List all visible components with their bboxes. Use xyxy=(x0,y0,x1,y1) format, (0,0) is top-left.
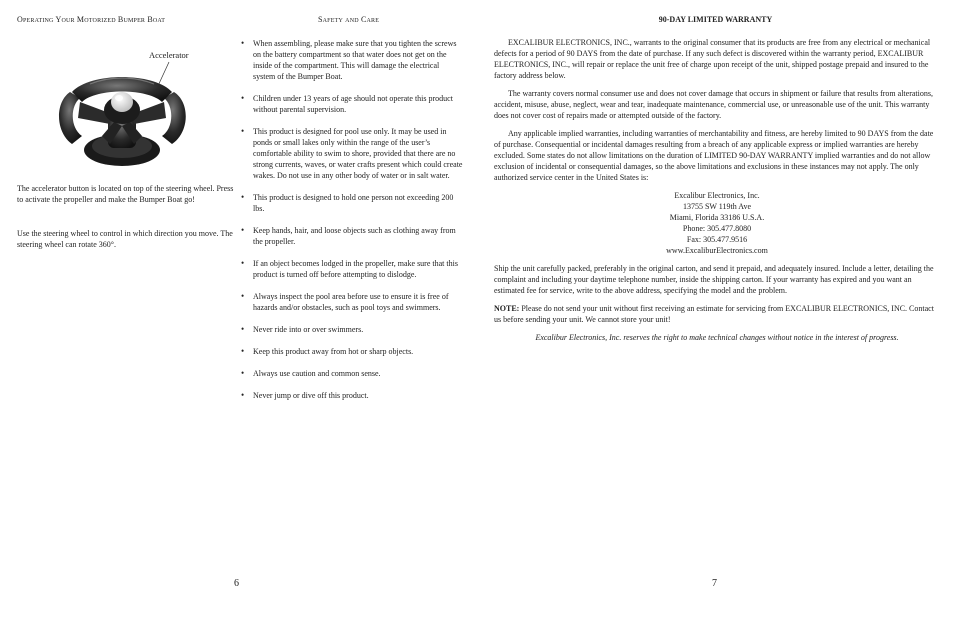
safety-item: • Keep hands, hair, and loose objects such as clothing away from the propeller. xyxy=(241,225,463,247)
safety-item: • Keep this product away from hot or sharp objects. xyxy=(241,346,463,357)
safety-item: • Never jump or dive off this product. xyxy=(241,390,463,401)
steering-description: Use the steering wheel to control in which direction you move. The steering wheel can rotate 360°. xyxy=(17,229,233,249)
page-number: 6 xyxy=(234,578,239,589)
disclaimer: Excalibur Electronics, Inc. reserves the right to make technical changes without notice in the interest of progress. xyxy=(535,333,899,342)
accelerator-description: The accelerator button is located on top of the steering wheel. Press to activate the propeller and make the Bumper Boat go! xyxy=(17,184,234,204)
address-phone: Phone: 305.477.8080 xyxy=(682,224,752,233)
address-line: 13755 SW 119th Ave xyxy=(682,202,752,211)
shipping-paragraph: Ship the unit carefully packed, preferably in the original carton, and send it prepaid, and adequately insured. Include a letter, detailing the complaint and including your daytime telephone number, inside the shipping carton. If your warranty has expired and you want an estimated fee for service, write to the above address, specifying the model and the problem. xyxy=(494,264,934,295)
safety-list xyxy=(241,38,463,412)
running-head-safety: Safety and Care xyxy=(318,15,380,24)
safety-item: • Always use caution and common sense. xyxy=(241,368,463,379)
safety-item: • This product is designed to hold one person not exceeding 200 lbs. xyxy=(241,192,463,214)
warranty-body xyxy=(494,37,940,350)
safety-item: • Always inspect the pool area before use to ensure it is free of hazards and/or obstacles, such as pool toys and swimmers. xyxy=(241,291,463,313)
address-fax: Fax: 305.477.9516 xyxy=(686,235,748,244)
warranty-paragraph: Any applicable implied warranties, including warranties of merchantability and fitness, are hereby limited to 90 DAYS from the date of purchase. Consequential or incidental damages resulting from a breach of any applicable express or implied warranties are hereby excluded. Some states do not allow limitations on the duration of LIMITED 90-DAY WARRANTY implied warranties and do not allow exclusion of incidental or consequential damages, so the above limitations and exclusions in these instances may not apply. The only authorized service center in the United States is: xyxy=(494,129,934,182)
note-text: Please do not send your unit without first receiving an estimate for servicing from EXCALIBUR ELECTRONICS, INC. Contact us before sending your unit. We cannot store your unit! xyxy=(494,304,934,324)
service-address xyxy=(494,190,940,256)
address-line: Miami, Florida 33186 U.S.A. xyxy=(669,213,765,222)
safety-item: • This product is designed for pool use only. It may be used in ponds or small lakes only within the range of the user’s comfortable ability to swim to shore, provided that there are no strong currents, waves, or water crafts present which could create wakes. Do not use in any other body of water or in salt water. xyxy=(241,126,463,181)
address-line: Excalibur Electronics, Inc. xyxy=(674,191,760,200)
safety-item: • Children under 13 years of age should not operate this product without parental supervision. xyxy=(241,93,463,115)
page-number: 7 xyxy=(712,578,717,589)
safety-item: • If an object becomes lodged in the propeller, make sure that this product is turned off before attempting to dislodge. xyxy=(241,258,463,280)
running-head-operating: Operating Your Motorized Bumper Boat xyxy=(17,15,166,24)
warranty-title: 90-DAY LIMITED WARRANTY xyxy=(658,15,773,24)
steering-wheel-image xyxy=(50,62,195,174)
note-paragraph xyxy=(494,303,940,325)
address-website: www.ExcaliburElectronics.com xyxy=(666,246,768,255)
safety-item: • Never ride into or over swimmers. xyxy=(241,324,463,335)
accelerator-label: Accelerator xyxy=(149,50,189,60)
warranty-paragraph: The warranty covers normal consumer use and does not cover damage that occurs in shipment or failure that results from alterations, accident, misuse, abuse, neglect, wear and tear, inadequate maintenance, commercial use, or unreasonable use of the unit. This warranty does not cover cost of repairs made or attempted outside of the factory. xyxy=(494,89,933,120)
warranty-paragraph: EXCALIBUR ELECTRONICS, INC., warrants to the original consumer that its products are free from any electrical or mechanical defects for a period of 90 DAYS from the date of purchase. If any such defect is discovered within the warranty period, EXCALIBUR ELECTRONICS, INC., will repair or replace the unit free of charge upon receipt of the unit, shipped postage prepaid and insured to the factory address below. xyxy=(494,38,931,80)
safety-item: • When assembling, please make sure that you tighten the screws on the battery compartment so that water does not get on the inside of the compartment. This will damage the electrical system of the Bumper Boat. xyxy=(241,38,463,82)
page-right xyxy=(477,0,954,618)
note-label: NOTE: xyxy=(494,304,520,313)
